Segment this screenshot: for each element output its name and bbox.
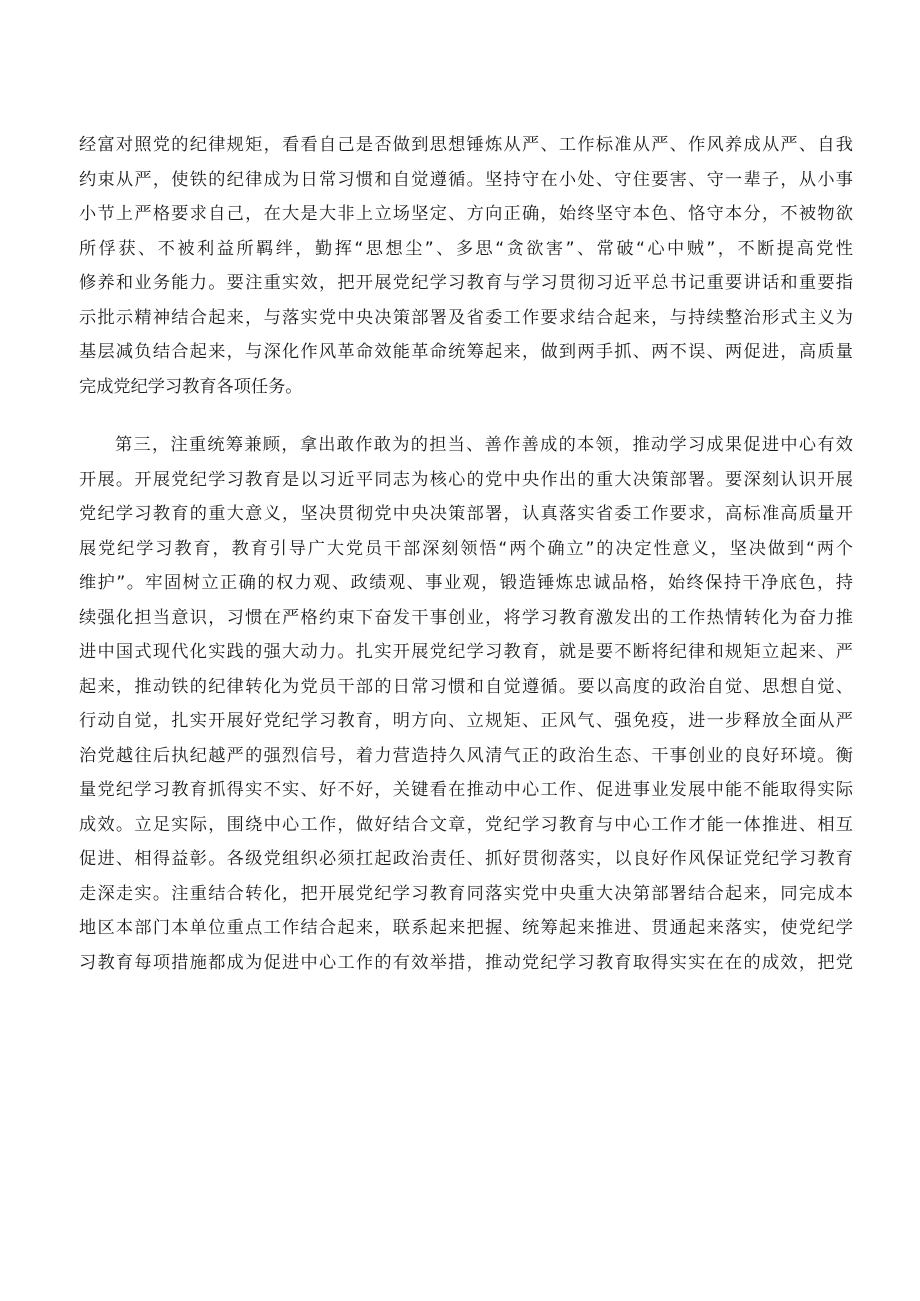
text-line: 开展。开展党纪学习教育是以习近平同志为核心的党中央作出的重大决策部署。要深刻认识开展	[79, 469, 853, 490]
document-body	[79, 128, 853, 980]
text-line: 修养和业务能力。要注重实效，把开展党纪学习教育与学习贯彻习近平总书记重要讲话和重要指	[79, 273, 853, 293]
text-line: 习教育每项措施都成为促进中心工作的有效举措，推动党纪学习教育取得实实在在的成效，把党	[79, 952, 853, 973]
paragraph-1	[79, 128, 853, 404]
paragraph-2	[79, 428, 853, 980]
text-line: 党纪学习教育的重大意义，坚决贯彻党中央决策部署，认真落实省委工作要求，高标准高质量开	[79, 504, 853, 524]
text-line: 约束从严，使铁的纪律成为日常习惯和自觉遵循。坚持守在小处、守住要害、守一辈子，从小事	[79, 169, 853, 190]
text-line: 量党纪学习教育抓得实不实、好不好，关键看在推动中心工作、促进事业发展中能不能取得实际	[79, 780, 853, 800]
text-line: 成效。立足实际，围绕中心工作，做好结合文章，党纪学习教育与中心工作才能一体推进、相互	[79, 814, 853, 835]
text-line: 第三，注重统筹兼顾，拿出敢作敢为的担当、善作善成的本领，推动学习成果促进中心有效	[115, 435, 853, 455]
text-line: 促进、相得益彰。各级党组织必须扛起政治责任、抓好贯彻落实，以良好作风保证党纪学习教育	[79, 849, 853, 869]
text-line: 地区本部门本单位重点工作结合起来，联系起来把握、统筹起来推进、贯通起来落实，使党纪学	[79, 918, 853, 938]
text-line: 续强化担当意识，习惯在严格约束下奋发干事创业，将学习教育激发出的工作热情转化为奋力推	[79, 607, 853, 628]
text-line: 维护”。牢固树立正确的权力观、政绩观、事业观，锻造锤炼忠诚品格，始终保持干净底色，持	[79, 573, 853, 593]
text-line: 展党纪学习教育，教育引导广大党员干部深刻领悟“两个确立”的决定性意义，坚决做到“两个	[79, 538, 853, 559]
text-line: 进中国式现代化实践的强大动力。扎实开展党纪学习教育，就是要不断将纪律和规矩立起来、严	[79, 642, 853, 662]
text-line: 示批示精神结合起来，与落实党中央决策部署及省委工作要求结合起来，与持续整治形式主义为	[79, 307, 853, 328]
text-line: 经富对照党的纪律规矩，看看自己是否做到思想锤炼从严、工作标准从严、作风养成从严、自我	[79, 135, 853, 155]
text-line: 所俘获、不被利益所羁绊，勤挥“思想尘”、多思“贪欲害”、常破“心中贼”，不断提高党性	[79, 238, 853, 259]
text-line: 基层减负结合起来，与深化作风革命效能革命统筹起来，做到两手抓、两不误、两促进，高质量	[79, 342, 853, 362]
text-line: 治党越往后执纪越严的强烈信号，着力营造持久风清气正的政治生态、干事创业的良好环境。衡	[79, 745, 853, 766]
text-line: 完成党纪学习教育各项任务。	[79, 376, 303, 397]
text-line: 走深走实。注重结合转化，把开展党纪学习教育同落实党中央重大决第部署结合起来，同完成本	[79, 883, 853, 904]
text-line: 起来，推动铁的纪律转化为党员干部的日常习惯和自觉遵循。要以高度的政治自觉、思想自觉、	[79, 676, 853, 697]
text-line: 行动自觉，扎实开展好党纪学习教育，明方向、立规矩、正风气、强免疫，进一步释放全面从严	[79, 711, 853, 731]
text-line: 小节上严格要求自己，在大是大非上立场坚定、方向正确，始终坚守本色、恪守本分，不被物欲	[79, 204, 853, 224]
